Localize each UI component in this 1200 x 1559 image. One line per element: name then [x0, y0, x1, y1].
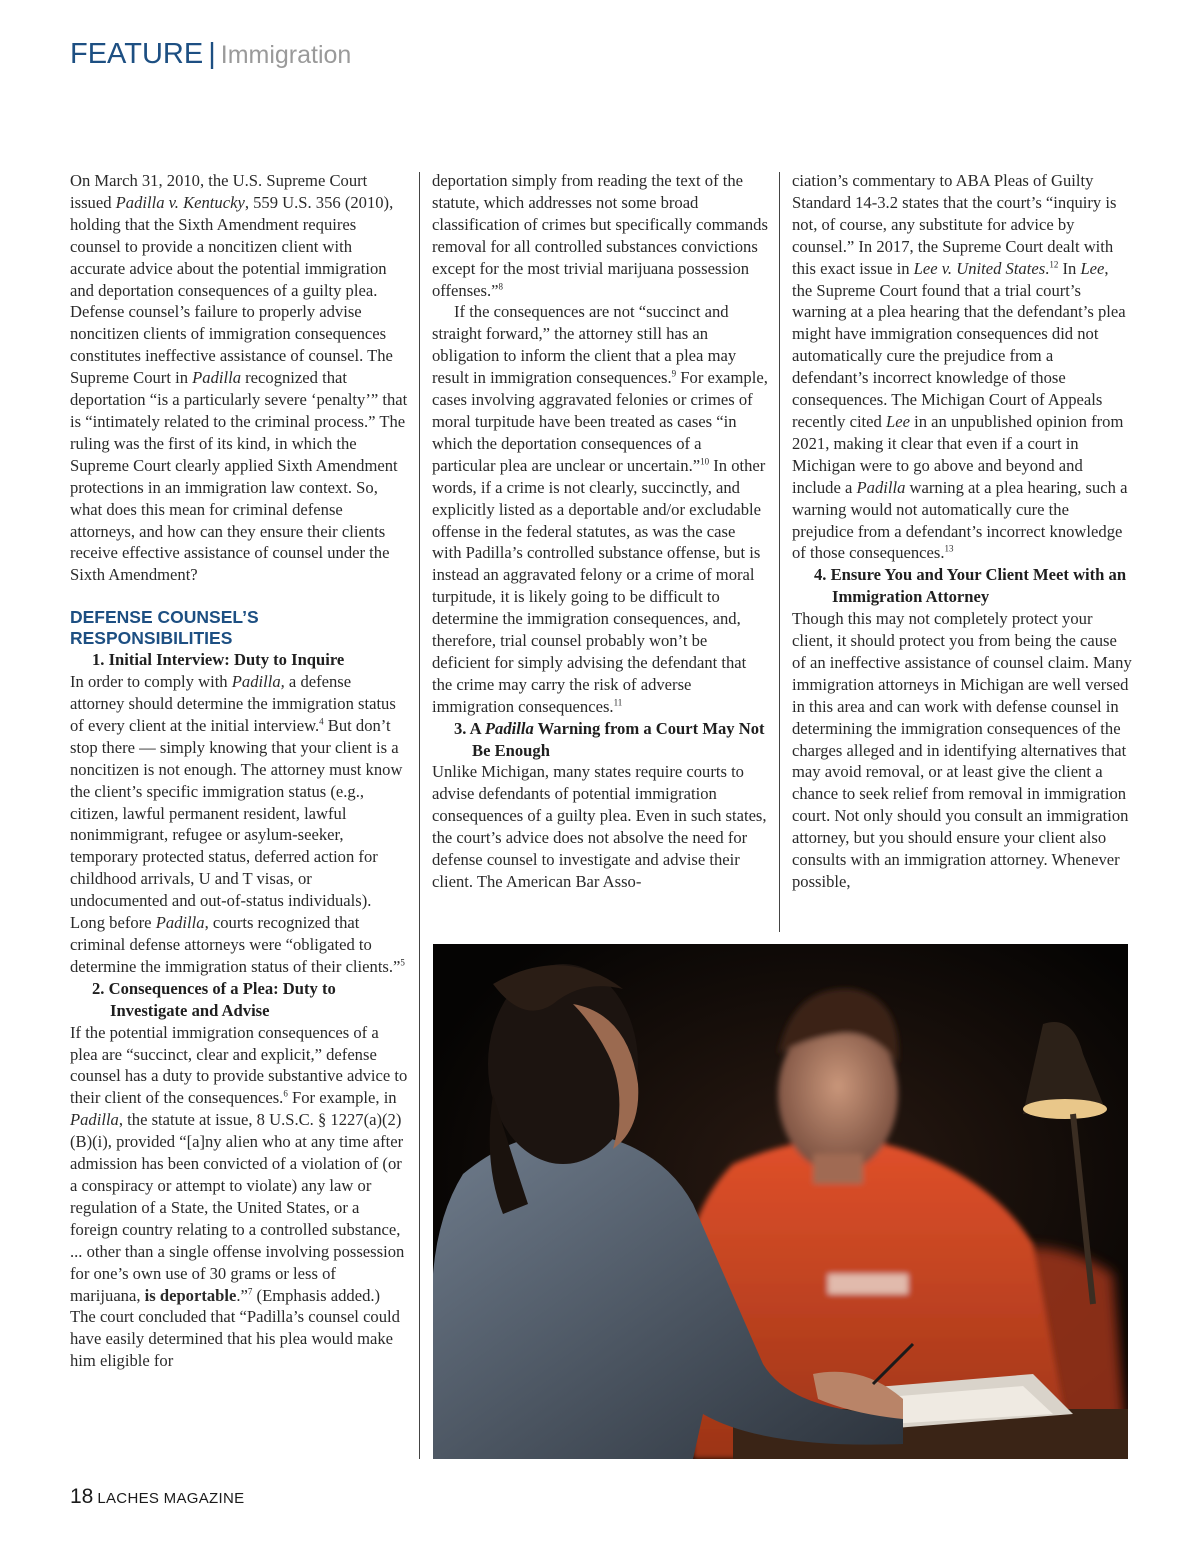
subheading: 4. Ensure You and Your Client Meet with an Immigration Attorney: [814, 565, 1127, 607]
article-column-1: [70, 170, 408, 1372]
article-column-3: [792, 170, 1132, 893]
paragraph: deportation simply from reading the text of the statute, which addresses not some broad classification of crimes but specifically commands removal for all controlled substances convictions except for the most trivial marijuana possession offenses.”$^8$: [432, 171, 768, 300]
photo-illustration: [433, 944, 1128, 1459]
magazine-name: LACHES MAGAZINE: [97, 1490, 245, 1507]
column-divider: [419, 172, 420, 1459]
paragraph: If the consequences are not “succinct and straight forward,” the attorney still has an obligation to inform the client that a plea may result in immigration consequences.$^9$ For example, cases involving aggravated felonies or crimes of moral turpitude have been treated as cases “in which the deportation consequences of a particular plea are unclear or uncertain.”$^{10}$ In other words, if a crime is not clearly, succinctly, and explicitly listed as a deportable and/or excludable offense in the federal statutes, as was the case with Padilla’s controlled substance offense, but is instead an aggravated felony or a crime of moral turpitude, it is likely going to be difficult to determine the immigration consequences, and, therefore, trial counsel probably won’t be deficient for simply advising the defendant that the crime may carry the risk of adverse immigration consequences.$^{11}$: [432, 302, 768, 716]
section-topic: Immigration: [220, 41, 352, 69]
section-header: [70, 36, 351, 73]
subheading: 2. Consequences of a Plea: Duty to Investigate and Advise: [92, 978, 336, 1020]
subheading: 1. Initial Interview: Duty to Inquire: [92, 650, 345, 670]
article-column-2: [432, 170, 768, 893]
page-footer: [70, 1485, 244, 1509]
attorney-client-interview-photo: [433, 944, 1128, 1459]
paragraph: ciation’s commentary to ABA Pleas of Guilty Standard 14-3.2 states that the court’s “inquiry is not, of course, any substitute for advice by counsel.” In 2017, the Supreme Court dealt with this exact issue in Lee v. United States.$^{12}$ In Lee, the Supreme Court found that a trial court’s warning at a plea hearing that the defendant’s plea might have immigration consequences did not automatically cure the prejudice from a defendant’s incorrect knowledge of those consequences. The Michigan Court of Appeals recently cited Lee in an unpublished opinion from 2021, making it clear that even if a court in Michigan were to go above and beyond and include a Padilla warning at a plea hearing, such a warning would not automatically cure the prejudice from a defendant’s incorrect knowledge of those consequences.$^{13}$: [792, 171, 1128, 563]
section-label: FEATURE: [70, 38, 204, 70]
paragraph: Unlike Michigan, many states require courts to advise defendants of potential immigration consequences of a guilty plea. Even in such states, the court’s advice does not absolve the need for defense counsel to investigate and advise their client. The American Bar Asso-: [432, 762, 767, 891]
section-heading: DEFENSE COUNSEL’S RESPONSIBILITIES: [70, 607, 259, 649]
column-divider: [779, 172, 780, 932]
page-number: 18: [70, 1485, 94, 1508]
paragraph: On March 31, 2010, the U.S. Supreme Court issued Padilla v. Kentucky, 559 U.S. 356 (2010), holding that the Sixth Amendment requires counsel to provide a noncitizen client with accurate advice about the potential immigration and deportation consequences of a guilty plea. Defense counsel’s failure to properly advise noncitizen clients of immigration consequences constitutes ineffective assistance of counsel. The Supreme Court in Padilla recognized that deportation “is a particularly severe ‘penalty’” that is “intimately related to the criminal process.” The ruling was the first of its kind, in which the Supreme Court clearly applied Sixth Amendment protections in an immigration law context. So, what does this mean for criminal defense attorneys, and how can they ensure their clients receive effective assistance of counsel under the Sixth Amendment?: [70, 171, 408, 585]
paragraph: In order to comply with Padilla, a defense attorney should determine the immigration status of every client at the initial interview.$^4$ But don’t stop there — simply knowing that your client is a noncitizen is not enough. The attorney must know the client’s specific immigration status (e.g., citizen, lawful permanent resident, lawful nonimmigrant, refugee or asylum-seeker, temporary protected status, deferred action for childhood arrivals, U and T visas, or undocumented and out-of-status individuals). Long before Padilla, courts recognized that criminal defense attorneys were “obligated to determine the immigration status of their clients.”$^5$: [70, 672, 405, 976]
paragraph: Though this may not completely protect your client, it should protect you from being the cause of an ineffective assistance of counsel claim. Many immigration attorneys in Michigan are well versed in this area and can work with defense counsel in determining the immigration consequences of the charges alleged and in identifying alternatives that may avoid removal, or at least give the client a chance to seek relief from removal in immigration court. Not only should you consult an immigration attorney, but you should ensure your client also consults with an immigration attorney. Whenever possible,: [792, 609, 1132, 891]
subheading: 3. A Padilla Warning from a Court May Not Be Enough: [454, 718, 765, 760]
header-separator: |: [208, 38, 216, 70]
paragraph: If the potential immigration consequences of a plea are “succinct, clear and explicit,” defense counsel has a duty to provide substantive advice to their client of the consequences.$^6$ For example, in Padilla, the statute at issue, 8 U.S.C. § 1227(a)(2)(B)(i), provided “[a]ny alien who at any time after admission has been convicted of a violation of (or a conspiracy or attempt to violate) any law or regulation of a State, the United States, or a foreign country relating to a controlled substance, ... other than a single offense involving possession for one’s own use of 30 grams or less of marijuana, is deportable.”$^7$ (Emphasis added.) The court concluded that “Padilla’s counsel could have easily determined that his plea would make him eligible for: [70, 1022, 408, 1371]
